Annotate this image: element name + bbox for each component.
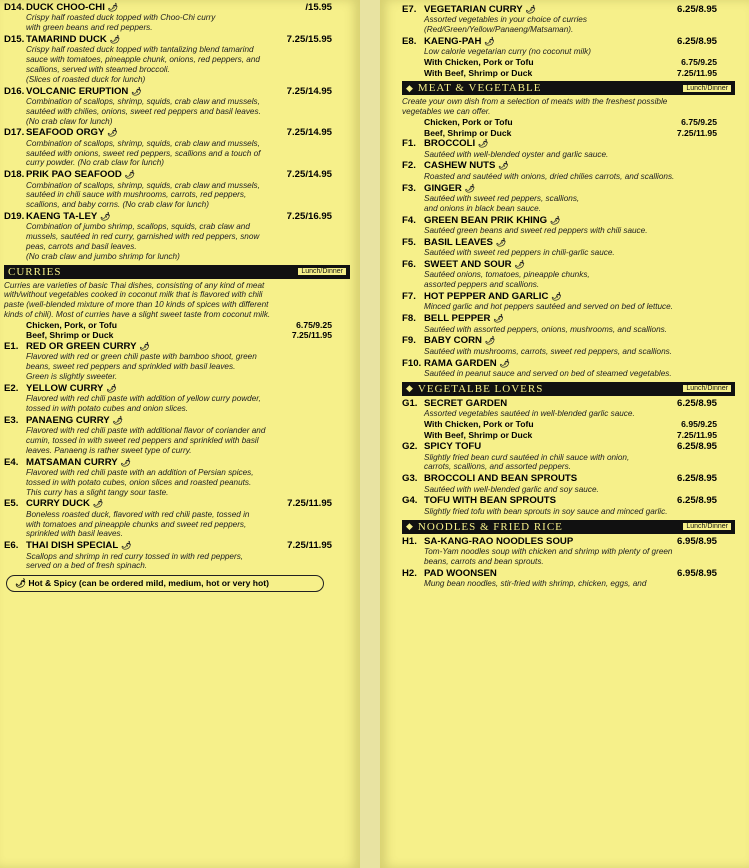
item-name: VEGETARIAN CURRY [424,4,523,15]
item-name: THAI DISH SPECIAL [26,540,119,552]
item-option [402,430,735,441]
item-description: beans, carrots and bean sprouts. [424,556,544,566]
menu-item [402,259,735,290]
item-price: 6.25/8.95 [676,36,717,47]
item-name: HOT PEPPER AND GARLIC [424,290,549,302]
item-name: TAMARIND DUCK [26,34,107,45]
menu-item [4,34,350,85]
option-price: 6.75/9.25 [296,319,332,330]
item-description: Crispy half roasted duck topped with Choo-Chi curry [26,13,216,23]
item-price: 6.95/8.95 [676,535,717,547]
diamond-icon: ◆ [406,521,414,532]
item-description: Tom-Yam noodles soup with chicken and shrimp with plenty of green [424,547,673,556]
menu-item-heading [402,291,735,302]
item-description: and onions in black bean sauce. [424,203,541,213]
option-price: 7.25/11.95 [676,67,717,78]
item-name: KAENG TA-LEY [26,210,98,222]
menu-item [402,473,735,494]
item-name: RAMA GARDEN [424,357,497,369]
item-name: SPICY TOFU [424,441,482,453]
pepper-icon: 🌶 [109,35,120,44]
price-option [402,128,735,139]
page-gutter [360,0,380,868]
menu-item [402,536,735,567]
curries-lunch-dinner-label: Lunch/Dinner [298,268,346,275]
item-price: 7.25/11.95 [287,498,332,510]
menu-item-heading [402,237,735,248]
menu-item [402,4,735,35]
menu-item-heading [4,383,350,394]
item-description: scallions, served with steamed broccoli. [26,65,170,74]
menu-item [4,341,350,382]
menu-item-heading [402,313,735,324]
item-description: Sautéed onions, tomatoes, pineapple chunks, [424,270,590,280]
option-label: Chicken, Pork or Tofu [424,116,513,127]
item-name: SA-KANG-RAO NOODLES SOUP [424,535,574,547]
item-description: Sautéed in peanut sauce and served on bed of steamed vegetables. [424,369,672,378]
item-price: 7.25/16.95 [286,210,332,222]
item-name: CASHEW NUTS [424,160,496,172]
meat-vegetable-section-header [402,81,735,95]
menu-item-heading [402,441,735,452]
right-menu-page [380,0,749,868]
item-description: curry powder. (No crab claw for lunch) [26,158,165,168]
item-code: E5. [4,498,19,510]
pepper-icon: 🌶 [121,541,132,551]
option-price: 6.95/9.25 [681,419,717,429]
item-description: (Red/Green/Yellow/Panaeng/Matsaman). [424,25,574,35]
item-name: YELLOW CURRY [26,382,104,394]
item-description: sprinkled with basil leaves. [26,529,123,539]
pepper-icon: 🌶 [124,170,135,180]
pepper-icon: 🌶 [107,3,119,12]
menu-item-heading [402,473,735,484]
item-code: D17. [4,127,25,139]
item-description: served on a bed of fresh spinach. [26,561,148,571]
curries-intro [4,281,350,320]
item-option [402,57,735,68]
diamond-icon: ◆ [406,82,414,93]
item-price: 7.25/14.95 [286,127,332,139]
pepper-icon: 🌶 [112,415,123,425]
hot-spicy-note [6,575,324,592]
menu-item [402,398,735,440]
menu-item [402,138,735,159]
menu-item-heading [4,34,350,45]
item-price: 6.25/8.95 [676,397,717,409]
item-description: Flavored with red chili paste with additional flavor of coriander and [26,426,266,436]
item-name: BASIL LEAVES [424,236,493,248]
pepper-icon: 🌶 [484,336,496,346]
item-description: with green beans and red peppers. [26,23,153,33]
item-price: 6.25/8.95 [676,441,717,453]
menu-item-heading [4,2,350,13]
pepper-icon: 🌶 [139,341,150,351]
menu-item [402,495,735,516]
item-description: Sautéed with well-blended garlic and soy sauce. [424,484,599,494]
item-description: Low calorie vegetarian curry (no coconut milk) [424,47,592,57]
pepper-icon: 🌶 [493,314,504,324]
menu-item [4,540,350,571]
item-description: Scallops and shrimp in red curry tossed in with red peppers, [26,551,244,561]
option-price: 6.75/9.25 [681,116,717,127]
intro-line: Curries are varieties of basic Thai dishes, consisting of any kind of meat [4,280,265,290]
item-option [402,419,735,430]
item-description: leaves. Panaeng is rather sweet type of curry. [26,445,192,455]
price-option [4,320,350,331]
menu-item [4,415,350,456]
menu-item-heading [402,335,735,346]
menu-item [402,358,735,379]
item-description: Combination of scallops, shrimp, squids, crab claw and mussels, [26,138,260,148]
item-price: 7.25/14.95 [286,85,332,97]
item-code: E6. [4,540,19,552]
option-price: 7.25/11.95 [676,127,717,138]
item-code: F7. [402,290,416,302]
left-menu-page [0,0,360,868]
item-code: F4. [402,214,416,226]
pepper-icon: 🌶 [107,128,118,138]
item-description: assorted peppers and scallions. [424,280,540,290]
noodles-lunch-dinner-label: Lunch/Dinner [683,523,731,530]
item-description: sautéed with onions, sweet red peppers, scallions and a touch of [26,148,261,158]
intro-line: Create your own dish from a selection of meats with the freshest possible [402,97,668,107]
item-code: D16. [4,85,25,97]
menu-item-heading [4,498,350,509]
item-description: (Slices of roasted duck for lunch) [26,74,146,84]
item-code: F3. [402,182,416,194]
item-code: F8. [402,313,416,325]
item-code: E4. [4,456,19,468]
item-description: (No crab claw and jumbo shrimp for lunch) [26,251,180,261]
menu-item [402,160,735,181]
price-option [4,330,350,341]
item-code: F2. [402,160,416,172]
item-description: cumin, tossed in with sweet red peppers and sprinkled with basil [26,435,259,445]
intro-line: with/without vegetables cooked in coconut milk that is flavored with chili [4,290,263,300]
menu-item-heading [402,568,735,579]
item-description: Combination of scallops, shrimp, squids, crab claw and mussels, [26,180,260,190]
item-code: F9. [402,335,416,347]
menu-item [402,335,735,356]
item-description: Combination of scallops, shrimp, squids, crab claw and mussels, [26,97,260,106]
item-price: 6.95/8.95 [676,567,717,579]
menu-item-heading [4,86,350,97]
menu-item-heading [4,211,350,222]
item-description: Combination of jumbo shrimp, scallops, squids, crab claw and [26,222,250,232]
item-description: Flavored with red chili paste with addition of yellow curry powder, [26,394,261,404]
item-description: sautéed with chilies, onions, sweet red peppers and basil leaves. [26,106,261,116]
pepper-icon: 🌶 [514,259,525,269]
intro-line: vegetables we can offer. [402,107,491,117]
menu-item-heading [402,4,735,15]
pepper-icon: 🌶 [550,215,561,225]
menu-item [402,183,735,214]
item-name: SEAFOOD ORGY [26,127,105,139]
option-label: With Beef, Shrimp or Duck [424,429,533,440]
meat-intro [402,97,735,117]
item-description: (No crab claw for lunch) [26,116,113,126]
item-description: Sautéed with sweet red peppers, scallions, [424,193,580,203]
menu-item-heading [4,169,350,180]
item-name: PAD WOONSEN [424,567,497,579]
noodles-header-title: NOODLES & FRIED RICE [417,520,563,533]
item-name: PRIK PAO SEAFOOD [26,169,122,181]
item-name: CURRY DUCK [26,498,90,510]
menu-item-heading [402,398,735,409]
intro-line: kinds of chili). Most of curries have a slight sweet taste from coconut milk. [4,309,271,319]
menu-item-heading [402,160,735,171]
item-description: Slightly fried tofu with bean sprouts in soy sauce and minced garlic. [424,506,668,516]
pepper-icon: 🌶 [100,211,111,221]
item-code: D14. [4,2,25,13]
menu-item [4,383,350,414]
item-description: Sautéed with sweet red peppers in chili-garlic sauce. [424,248,615,258]
menu-item [4,498,350,539]
option-label: With Beef, Shrimp or Duck [424,67,533,78]
item-code: H2. [402,567,417,579]
item-code: D19. [4,210,25,222]
menu-item [402,568,735,589]
item-name: GINGER [424,182,462,194]
item-code: H1. [402,535,417,547]
pepper-icon: 🌶 [484,37,495,46]
menu-item-heading [402,183,735,194]
item-code: E7. [402,4,417,15]
item-name: BROCCOLI [424,138,476,150]
menu-item [4,2,350,33]
pepper-icon: 🌶 [499,358,510,368]
meat-header-title: MEAT & VEGETABLE [417,82,542,95]
item-description: Assorted vegetables sautéed in well-blended garlic sauce. [424,409,635,419]
item-name: BROCCOLI AND BEAN SPROUTS [424,473,578,485]
item-price: 6.25/8.95 [676,4,717,15]
pepper-icon: 🌶 [498,161,509,171]
option-price: 7.25/11.95 [291,330,332,341]
item-description: sautéed in chili sauce with mushrooms, carrots, red peppers, [26,190,247,200]
diamond-icon: ◆ [406,383,414,394]
item-name: MATSAMAN CURRY [26,456,118,468]
menu-item [4,127,350,168]
item-code: F5. [402,236,416,248]
menu-item [402,237,735,258]
item-description: Green is slightly sweeter. [26,371,118,381]
item-name: TOFU WITH BEAN SPROUTS [424,495,557,507]
item-description: Flavored with red or green chili paste with bamboo shoot, green [26,352,257,362]
pepper-icon: 🌶 [15,578,29,589]
item-description: Flavored with red chili paste with an addition of Persian spices, [26,467,254,477]
menu-item-heading [4,127,350,138]
item-name: DUCK CHOO-CHI [26,2,105,13]
menu-item [402,441,735,472]
item-description: Sautéed green beans and sweet red peppers with chili sauce. [424,225,648,235]
menu-item [402,36,735,78]
item-name: SWEET AND SOUR [424,258,512,270]
item-code: G3. [402,473,418,485]
price-option [402,117,735,128]
item-code: F6. [402,258,416,270]
item-name: GREEN BEAN PRIK KHING [424,214,548,226]
item-code: G2. [402,441,418,453]
item-description: Sautéed with well-blended oyster and garlic sauce. [424,149,609,159]
menu-item [4,86,350,127]
item-code: E2. [4,382,19,394]
item-price: 6.25/8.95 [676,495,717,507]
item-price: 7.25/11.95 [287,540,332,552]
item-code: E1. [4,340,19,352]
item-description: Crispy half roasted duck topped with tantalizing blend tamarind [26,45,254,55]
hot-spicy-note-text: Hot & Spicy (can be ordered mild, medium, hot or very hot) [28,578,269,589]
menu-item-heading [4,341,350,352]
item-description: carrots, scallions, and assorted peppers. [424,462,571,472]
item-description: Mung bean noodles, stir-fried with shrimp, chicken, eggs, and [424,579,647,588]
menu-item [4,457,350,498]
vegetable-lovers-section-header [402,382,735,396]
item-code: E8. [402,36,417,47]
item-description: scallions, and baby corns. (No crab claw for lunch) [26,200,209,210]
item-description: sauce with tomatoes, pineapple chunk, onions, red peppers, and [26,55,260,65]
item-price: 7.25/14.95 [286,169,332,181]
item-price: 7.25/15.95 [286,34,332,45]
item-code: E3. [4,414,19,426]
item-name: SECRET GARDEN [424,397,508,409]
item-description: with tomatoes and pineapple chunks and sweet red peppers, [26,519,247,529]
item-name: RED OR GREEN CURRY [26,340,137,352]
item-name: KAENG-PAH [424,36,482,47]
item-description: tossed in with potato cubes, onion slices and roasted peanuts. [26,477,252,487]
pepper-icon: 🌶 [131,86,142,96]
item-description: Roasted and sautéed with onions, dried chilies carrots, and scallions. [424,171,675,181]
item-name: PANAENG CURRY [26,414,110,426]
menu-item-heading [402,138,735,149]
item-price: /15.95 [305,2,332,13]
item-description: Minced garlic and hot peppers sautéed and served on bed of lettuce. [424,302,673,312]
menu-item-heading [402,36,735,47]
veg-header-title: VEGETALBE LOVERS [417,382,544,395]
curries-section-header [4,265,350,279]
pepper-icon: 🌶 [478,139,489,149]
menu-item-heading [402,358,735,369]
option-price: 6.75/9.25 [681,57,717,68]
menu-item-heading [4,540,350,551]
item-description: beans, sweet red peppers and sprinkled with basil leaves. [26,362,236,372]
meat-lunch-dinner-label: Lunch/Dinner [683,85,731,92]
pepper-icon: 🌶 [551,291,562,301]
pepper-icon: 🌶 [495,237,507,247]
item-code: D15. [4,34,25,45]
option-label: Beef, Shrimp or Duck [26,330,114,341]
item-description: Sautéed with mushrooms, carrots, sweet red peppers, and scallions. [424,346,673,356]
item-description: peas, carrots and basil leaves. [26,241,137,251]
item-name: VOLCANIC ERUPTION [26,85,129,97]
noodles-section-header [402,520,735,534]
menu-item [402,291,735,312]
pepper-icon: 🌶 [106,383,117,393]
item-description: mussels, sautéed in red curry, garnished with red peppers, snow [26,232,260,242]
menu-item [4,211,350,262]
menu-item [4,169,350,210]
item-code: F1. [402,138,416,150]
item-code: G1. [402,397,418,409]
item-description: Sautéed with assorted peppers, onions, mushrooms, and scallions. [424,324,668,334]
option-label: With Chicken, Pork or Tofu [424,57,534,68]
pepper-icon: 🌶 [120,457,131,467]
pepper-icon: 🌶 [92,499,104,509]
veg-lunch-dinner-label: Lunch/Dinner [683,385,731,392]
pepper-icon: 🌶 [464,183,476,193]
menu-item [402,215,735,236]
item-price: 6.25/8.95 [676,473,717,485]
item-description: Boneless roasted duck, flavored with red chili paste, tossed in [26,509,250,519]
menu-item-heading [402,215,735,226]
item-option [402,68,735,79]
item-code: G4. [402,495,418,507]
menu-item-heading [402,495,735,506]
option-label: Beef, Shrimp or Duck [424,127,512,138]
item-description: This curry has a slight tangy sour taste. [26,487,169,497]
option-label: With Chicken, Pork or Tofu [424,419,534,429]
item-description: Assorted vegetables in your choice of curries [424,15,587,25]
menu-item-heading [402,259,735,270]
menu-item [402,313,735,334]
menu-item-heading [402,536,735,547]
curries-header-title: CURRIES [8,265,62,278]
option-label: Chicken, Pork, or Tofu [26,319,118,330]
menu-item-heading [4,415,350,426]
item-description: Slightly fried bean curd sautéed in chili sauce with onion, [424,452,630,462]
option-price: 7.25/11.95 [676,429,717,440]
item-code: F10. [402,357,422,369]
item-code: D18. [4,169,25,181]
item-description: tossed in with potato cubes and onion slices. [26,403,189,413]
intro-line: paste (well-blended mixture of more than 10 kinds of spices with different [4,300,269,310]
item-name: BELL PEPPER [424,313,491,325]
item-name: BABY CORN [424,335,482,347]
menu-item-heading [4,457,350,468]
pepper-icon: 🌶 [525,5,536,14]
